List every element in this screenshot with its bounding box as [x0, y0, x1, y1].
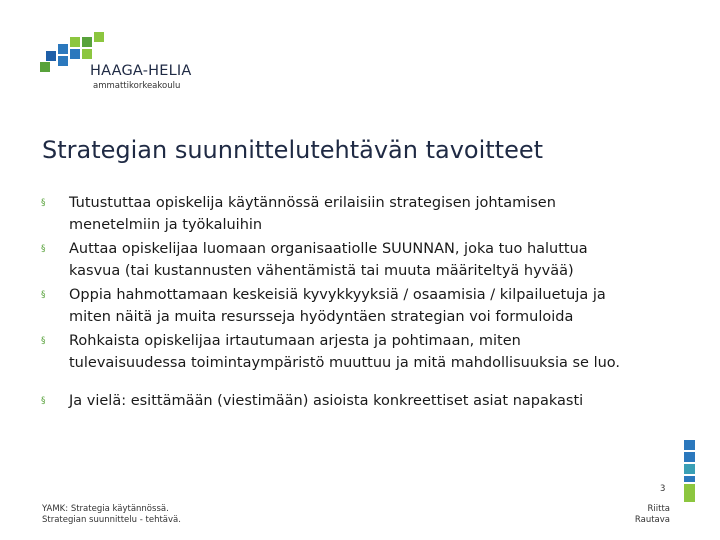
footer-course-line: Strategian suunnittelu - tehtävä. [42, 515, 181, 525]
footer-author-line: Riitta [647, 504, 670, 514]
side-bar-block [684, 440, 695, 450]
bullet-marker-icon: § [41, 336, 46, 346]
side-bar-block [684, 464, 695, 474]
bullet-line: Ja vielä: esittämään (viestimään) asioista konkreettiset asiat napakasti [69, 393, 584, 409]
side-bar-block [684, 484, 695, 502]
bullet-marker-icon: § [41, 396, 46, 406]
bullet-line: kasvua (tai kustannusten vähentämistä tai muuta määriteltyä hyvää) [69, 263, 574, 279]
side-color-bar [684, 440, 695, 504]
logo-subtitle: ammattikorkeakoulu [93, 81, 181, 91]
bullet-line: Auttaa opiskelijaa luomaan organisaatiolle SUUNNAN, joka tuo haluttua [69, 241, 588, 257]
footer-author-line: Rautava [634, 515, 670, 525]
footer-author [635, 504, 670, 526]
bullet-marker-icon: § [41, 198, 46, 208]
slide-title: Strategian suunnittelutehtävän tavoitteet [42, 136, 544, 164]
side-bar-block [684, 476, 695, 482]
logo-name: HAAGA-HELIA [90, 63, 192, 79]
bullet-line: miten näitä ja muita resursseja hyödyntäen strategian voi formuloida [69, 309, 574, 325]
footer-course [42, 504, 181, 526]
bullet-line: Tutustuttaa opiskelija käytännössä erilaisiin strategisen johtamisen [69, 195, 556, 211]
bullet-marker-icon: § [41, 290, 46, 300]
bullet-item [40, 390, 680, 412]
page-number: 3 [660, 484, 666, 494]
side-bar-block [684, 452, 695, 462]
bullet-line: Oppia hahmottamaan keskeisiä kyvykkyyksiä / osaamisia / kilpailuetuja ja [69, 287, 606, 303]
bullet-list [40, 192, 680, 414]
bullet-item [40, 330, 680, 374]
bullet-line: menetelmiin ja työkaluihin [69, 217, 263, 233]
bullet-item [40, 284, 680, 328]
bullet-item [40, 238, 680, 282]
bullet-line: Rohkaista opiskelijaa irtautumaan arjesta ja pohtimaan, miten [69, 333, 521, 349]
bullet-marker-icon: § [41, 244, 46, 254]
haaga-helia-logo [40, 32, 210, 96]
bullet-line: tulevaisuudessa toimintaympäristö muuttuu ja mitä mahdollisuuksia se luo. [69, 355, 621, 371]
footer-course-line: YAMK: Strategia käytännössä. [42, 504, 169, 514]
bullet-item [40, 192, 680, 236]
